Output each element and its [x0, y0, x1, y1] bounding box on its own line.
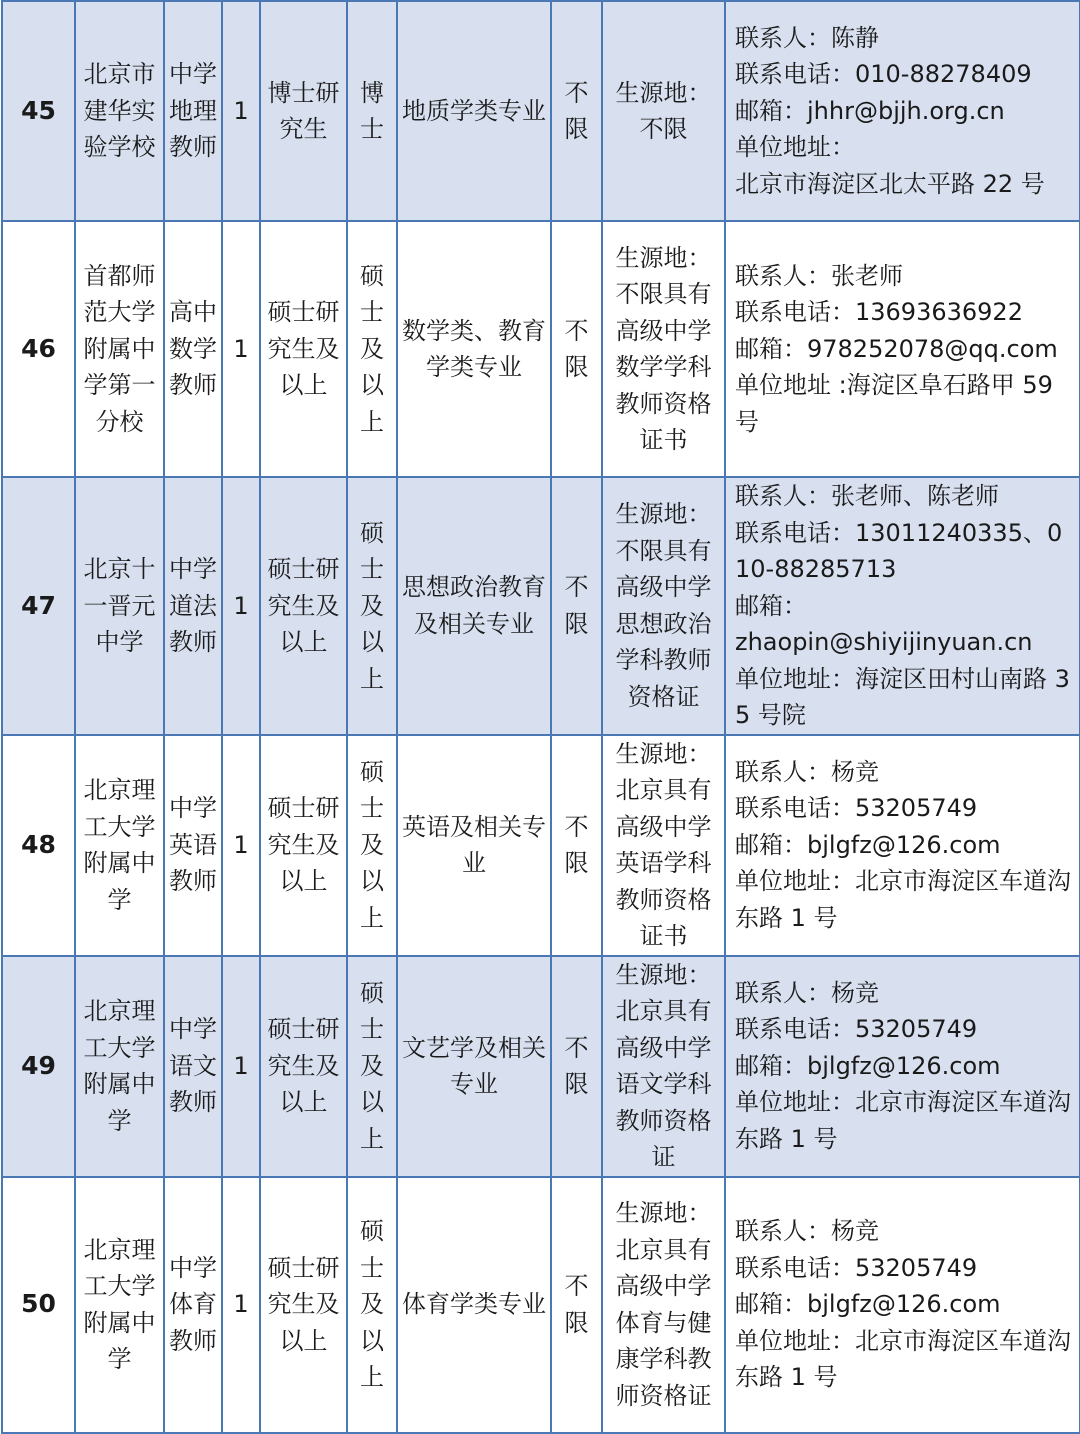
education-requirement: 硕士研究生及以上 — [260, 1177, 347, 1433]
row-number: 48 — [2, 735, 75, 956]
contact-info — [725, 735, 1080, 956]
major-requirement: 数学类、教育学类专业 — [397, 221, 551, 477]
contact-line: 邮箱：bjlgfz@126.com — [735, 1290, 1001, 1319]
contact-line: 联系电话：13693636922 — [735, 298, 1023, 327]
contact-line: 联系电话：53205749 — [735, 794, 978, 823]
age-requirement: 不限 — [551, 735, 602, 956]
contact-line: 单位地址：北京市海淀区车道沟东路 1 号 — [735, 1088, 1071, 1153]
contact-line: 联系电话：010-88278409 — [735, 60, 1032, 89]
education-requirement: 硕士研究生及以上 — [260, 956, 347, 1177]
contact-line: 联系人：杨竞 — [735, 1217, 879, 1246]
contact-line: 联系电话：53205749 — [735, 1253, 978, 1282]
other-requirement: 生源地：北京具有高级中学语文学科教师资格证 — [602, 956, 725, 1177]
other-requirement: 生源地：不限具有高级中学思想政治学科教师资格证 — [602, 477, 725, 735]
major-requirement: 英语及相关专业 — [397, 735, 551, 956]
contact-info — [725, 956, 1080, 1177]
contact-line: 北京市海淀区北太平路 22 号 — [735, 169, 1045, 198]
major-requirement: 地质学类专业 — [397, 1, 551, 221]
degree-requirement: 博士 — [347, 1, 397, 221]
contact-line: 邮箱： — [735, 591, 807, 620]
position-name: 中学体育教师 — [164, 1177, 222, 1433]
hire-count: 1 — [222, 956, 260, 1177]
hire-count: 1 — [222, 735, 260, 956]
contact-line: 单位地址 :海淀区阜石路甲 59 号 — [735, 371, 1053, 436]
unit-name: 北京理工大学附属中学 — [75, 735, 164, 956]
age-requirement: 不限 — [551, 477, 602, 735]
education-requirement: 硕士研究生及以上 — [260, 221, 347, 477]
other-requirement: 生源地：北京具有高级中学英语学科教师资格证书 — [602, 735, 725, 956]
education-requirement: 博士研究生 — [260, 1, 347, 221]
position-name: 中学道法教师 — [164, 477, 222, 735]
table-row — [2, 956, 1080, 1177]
row-number: 50 — [2, 1177, 75, 1433]
age-requirement: 不限 — [551, 956, 602, 1177]
degree-requirement: 硕士及以上 — [347, 221, 397, 477]
contact-line: 邮箱：bjlgfz@126.com — [735, 1051, 1001, 1080]
recruitment-table — [1, 0, 1080, 1434]
row-number: 49 — [2, 956, 75, 1177]
contact-line: 邮箱：bjlgfz@126.com — [735, 830, 1001, 859]
position-name: 中学语文教师 — [164, 956, 222, 1177]
contact-line: 联系人：张老师 — [735, 261, 903, 290]
table-row — [2, 1177, 1080, 1433]
degree-requirement: 硕士及以上 — [347, 735, 397, 956]
degree-requirement: 硕士及以上 — [347, 477, 397, 735]
position-name: 中学英语教师 — [164, 735, 222, 956]
contact-line: 联系人：杨竞 — [735, 757, 879, 786]
table-row — [2, 735, 1080, 956]
major-requirement: 文艺学及相关专业 — [397, 956, 551, 1177]
contact-info — [725, 1177, 1080, 1433]
table-row — [2, 1, 1080, 221]
contact-line: 联系电话：13011240335、010-88285713 — [735, 518, 1063, 583]
contact-info — [725, 1, 1080, 221]
major-requirement: 体育学类专业 — [397, 1177, 551, 1433]
unit-name: 北京市建华实验学校 — [75, 1, 164, 221]
age-requirement: 不限 — [551, 221, 602, 477]
hire-count: 1 — [222, 221, 260, 477]
education-requirement: 硕士研究生及以上 — [260, 477, 347, 735]
contact-line: 单位地址：北京市海淀区车道沟东路 1 号 — [735, 1326, 1071, 1392]
table-row — [2, 221, 1080, 477]
other-requirement: 生源地：不限 — [602, 1, 725, 221]
degree-requirement: 硕士及以上 — [347, 1177, 397, 1433]
age-requirement: 不限 — [551, 1177, 602, 1433]
row-number: 47 — [2, 477, 75, 735]
contact-line: 单位地址： — [735, 133, 855, 162]
position-name: 高中数学教师 — [164, 221, 222, 477]
contact-line: 单位地址：北京市海淀区车道沟东路 1 号 — [735, 867, 1071, 932]
contact-info — [725, 221, 1080, 477]
hire-count: 1 — [222, 1177, 260, 1433]
major-requirement: 思想政治教育及相关专业 — [397, 477, 551, 735]
table-row — [2, 477, 1080, 735]
contact-line: 联系人：张老师、陈老师 — [735, 482, 999, 510]
contact-line: 邮箱：jhhr@bjjh.org.cn — [735, 96, 1005, 125]
contact-line: 联系人：陈静 — [735, 23, 879, 52]
unit-name: 北京十一晋元中学 — [75, 477, 164, 735]
other-requirement: 生源地：不限具有高级中学数学学科教师资格证书 — [602, 221, 725, 477]
hire-count: 1 — [222, 1, 260, 221]
age-requirement: 不限 — [551, 1, 602, 221]
row-number: 46 — [2, 221, 75, 477]
unit-name: 北京理工大学附属中学 — [75, 1177, 164, 1433]
unit-name: 首都师范大学附属中学第一分校 — [75, 221, 164, 477]
degree-requirement: 硕士及以上 — [347, 956, 397, 1177]
position-name: 中学地理教师 — [164, 1, 222, 221]
contact-line: zhaopin@shiyijinyuan.cn — [735, 628, 1033, 656]
other-requirement: 生源地：北京具有高级中学体育与健康学科教师资格证 — [602, 1177, 725, 1433]
contact-line: 联系人：杨竞 — [735, 978, 879, 1007]
contact-line: 邮箱：978252078@qq.com — [735, 334, 1058, 363]
hire-count: 1 — [222, 477, 260, 735]
education-requirement: 硕士研究生及以上 — [260, 735, 347, 956]
contact-line: 联系电话：53205749 — [735, 1015, 978, 1044]
contact-info — [725, 477, 1080, 735]
row-number: 45 — [2, 1, 75, 221]
unit-name: 北京理工大学附属中学 — [75, 956, 164, 1177]
contact-line: 单位地址：海淀区田村山南路 35 号院 — [735, 664, 1070, 729]
